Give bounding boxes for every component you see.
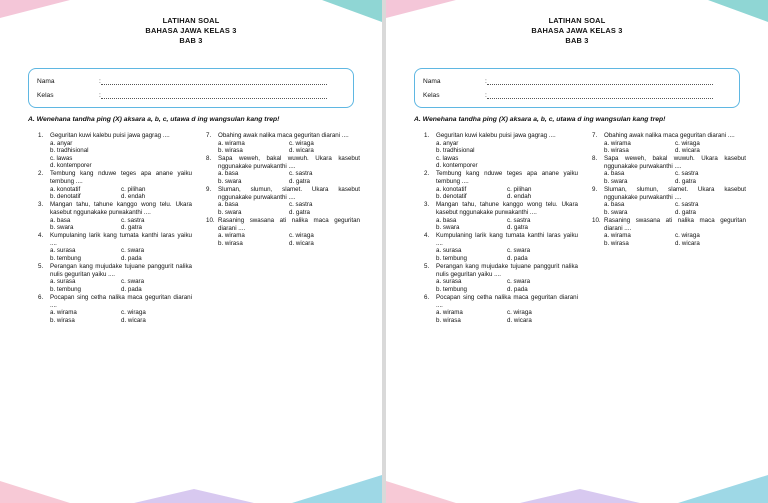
- identity-box: [414, 68, 740, 108]
- question-item: [206, 132, 360, 155]
- question-row: [38, 170, 192, 185]
- question-text: Tembung kang nduwe teges apa anane yaiku tembung ....: [436, 170, 578, 186]
- question-text: Mangan tahu, tahune kanggo wong telu. Ukara kasebut nggunakake purwakanthi ....: [436, 201, 578, 216]
- question-number: 7.: [592, 132, 598, 139]
- question-row: [38, 263, 192, 278]
- answer-option[interactable]: a. konotatif: [436, 185, 467, 193]
- answer-option[interactable]: a. anyar: [50, 139, 73, 147]
- answer-option[interactable]: b. swara: [604, 208, 628, 216]
- question-item: [38, 232, 192, 262]
- question-text: Geguritan kuwi kalebu puisi jawa gagrag ....: [436, 132, 556, 139]
- question-number: 8.: [206, 155, 212, 163]
- question-text: Mangan tahu, tahune kanggo wong telu. Ukara kasebut nggunakake purwakanthi ....: [50, 201, 192, 216]
- answer-option[interactable]: b. denotatif: [50, 193, 81, 201]
- answer-option[interactable]: b. swara: [218, 178, 242, 186]
- questions-col-2: [592, 132, 746, 325]
- answer-option[interactable]: c. swara: [121, 278, 145, 286]
- answer-options: [206, 170, 360, 185]
- question-row: [424, 201, 578, 216]
- answer-option[interactable]: b. denotatif: [436, 193, 467, 201]
- answer-option[interactable]: d. pada: [121, 285, 142, 293]
- answer-option[interactable]: c. swara: [121, 247, 145, 255]
- question-item: [424, 263, 578, 293]
- question-text: Perangan kang mujudake tujuane panggurit nalika nulis geguritan yaiku ....: [436, 263, 578, 278]
- answer-option[interactable]: d. wicara: [289, 239, 314, 247]
- question-row: [424, 170, 578, 185]
- answer-options: [592, 201, 746, 216]
- question-text: Rasaning swasana ati nalika maca geguritan diarani ....: [218, 217, 360, 232]
- answer-options: [592, 232, 746, 247]
- answer-option[interactable]: a. anyar: [436, 139, 459, 147]
- question-item: [592, 186, 746, 216]
- answer-option[interactable]: b. wirasa: [436, 316, 461, 324]
- answer-option[interactable]: c. sastra: [675, 170, 699, 178]
- answer-options: [424, 186, 578, 201]
- question-row: [206, 155, 360, 170]
- answer-option[interactable]: a. basa: [50, 216, 71, 224]
- question-text: Sapa weweh, bakal wuwuh. Ukara kasebut nggunakake purwakanthi ....: [604, 155, 746, 170]
- answer-options: [206, 140, 360, 155]
- answer-option[interactable]: d. endah: [121, 193, 146, 201]
- answer-options: [206, 232, 360, 247]
- question-row: [38, 294, 192, 309]
- questions-columns: [424, 132, 746, 325]
- decor-corner: [708, 0, 768, 22]
- answer-option[interactable]: c. pilihan: [121, 185, 146, 193]
- decor-corner: [386, 0, 456, 18]
- title-line-3: BAB 3: [179, 36, 203, 45]
- name-row: [423, 74, 731, 88]
- instruction: A. Wenehana tandha ping (X) aksara a, b, c, utawa d ing wangsulan kang trep!: [28, 116, 280, 123]
- answer-option[interactable]: d. wicara: [507, 316, 532, 324]
- page-right: [386, 0, 768, 503]
- answer-option[interactable]: a. surasa: [436, 247, 462, 255]
- answer-option[interactable]: d. endah: [507, 193, 532, 201]
- question-item: [592, 132, 746, 155]
- decor-corner: [678, 475, 768, 503]
- answer-option[interactable]: d. gatra: [675, 178, 696, 186]
- decor-corner: [0, 0, 70, 18]
- answer-option[interactable]: d. pada: [507, 255, 528, 262]
- answer-option[interactable]: c. pilihan: [507, 185, 532, 193]
- answer-option[interactable]: c. sastra: [289, 170, 313, 178]
- answer-option[interactable]: a. basa: [218, 170, 239, 178]
- question-number: 4.: [38, 232, 44, 240]
- answer-option[interactable]: d. gatra: [289, 208, 310, 216]
- answer-option[interactable]: c. sastra: [507, 216, 531, 224]
- answer-option[interactable]: a. wirama: [218, 232, 245, 240]
- answer-option[interactable]: a. wirama: [604, 139, 631, 147]
- question-row: [424, 294, 578, 309]
- answer-option[interactable]: c. wiraga: [675, 139, 700, 147]
- answer-option[interactable]: d. pada: [507, 285, 528, 293]
- decor-corner: [134, 489, 254, 503]
- answer-option[interactable]: b. wirasa: [50, 316, 75, 324]
- colon: :: [99, 91, 101, 99]
- answer-option[interactable]: d. gatra: [507, 224, 528, 232]
- class-field[interactable]: [101, 92, 327, 99]
- page-left: [0, 0, 382, 503]
- answer-option[interactable]: c. wiraga: [289, 232, 314, 240]
- question-number: 9.: [592, 186, 598, 194]
- question-number: 9.: [206, 186, 212, 194]
- answer-options: [424, 217, 578, 232]
- title-line-3: BAB 3: [565, 36, 589, 45]
- question-number: 6.: [38, 293, 44, 301]
- questions-col-1: [38, 132, 192, 325]
- answer-option[interactable]: c. wiraga: [121, 309, 146, 317]
- question-number: 2.: [424, 170, 430, 178]
- answer-option[interactable]: b. tembung: [50, 255, 81, 262]
- answer-option[interactable]: b. swara: [218, 208, 242, 216]
- answer-option[interactable]: c. wiraga: [289, 139, 314, 147]
- question-text: Kumpulaning larik kang tumata kanthi laras yaiku ....: [50, 232, 192, 247]
- question-number: 1.: [38, 132, 44, 139]
- answer-option[interactable]: b. wirasa: [218, 147, 243, 155]
- decor-corner: [0, 481, 70, 503]
- question-text: Sluman, slumun, slamet. Ukara kasebut nggunakake purwakanthi ....: [604, 186, 746, 201]
- question-item: [206, 155, 360, 185]
- class-row: [423, 88, 731, 102]
- question-item: [38, 132, 192, 170]
- answer-option[interactable]: a. surasa: [50, 247, 76, 255]
- question-number: 3.: [38, 201, 44, 209]
- answer-option[interactable]: c. swara: [507, 247, 531, 255]
- answer-option[interactable]: b. tradhisional: [436, 147, 475, 155]
- question-text: Geguritan kuwi kalebu puisi jawa gagrag ....: [50, 132, 170, 139]
- question-row: [38, 232, 192, 247]
- question-row: [592, 186, 746, 201]
- question-item: [206, 186, 360, 216]
- answer-options: [592, 140, 746, 155]
- answer-option[interactable]: b. wirasa: [604, 147, 629, 155]
- answer-option[interactable]: b. wirasa: [604, 239, 629, 247]
- questions-col-2: [206, 132, 360, 325]
- answer-option[interactable]: a. basa: [604, 201, 625, 209]
- question-number: 7.: [206, 132, 212, 139]
- answer-option[interactable]: a. wirama: [604, 232, 631, 240]
- title-line-1: LATIHAN SOAL: [162, 16, 220, 25]
- question-number: 10.: [206, 217, 215, 225]
- answer-option[interactable]: d. wicara: [675, 239, 700, 247]
- questions-col-1: [424, 132, 578, 325]
- title-line-1: LATIHAN SOAL: [548, 16, 606, 25]
- question-number: 2.: [38, 170, 44, 178]
- decor-corner: [292, 475, 382, 503]
- question-row: [206, 217, 360, 232]
- class-field[interactable]: [487, 92, 713, 99]
- question-item: [424, 170, 578, 200]
- question-text: Sluman, slumun, slamet. Ukara kasebut nggunakake purwakanthi ....: [218, 186, 360, 201]
- answer-option[interactable]: a. surasa: [436, 278, 462, 286]
- answer-options: [424, 278, 578, 293]
- question-number: 4.: [424, 232, 430, 240]
- answer-option[interactable]: d. pada: [121, 255, 142, 262]
- question-item: [592, 217, 746, 247]
- instruction: A. Wenehana tandha ping (X) aksara a, b, c, utawa d ing wangsulan kang trep!: [414, 116, 666, 123]
- question-number: 5.: [424, 263, 430, 271]
- answer-option[interactable]: d. wicara: [675, 147, 700, 155]
- answer-options: [424, 140, 578, 170]
- answer-option[interactable]: a. basa: [218, 201, 239, 209]
- name-field[interactable]: [487, 78, 713, 85]
- question-item: [424, 132, 578, 170]
- question-row: [592, 217, 746, 232]
- question-item: [592, 155, 746, 185]
- answer-options: [592, 170, 746, 185]
- question-number: 3.: [424, 201, 430, 209]
- answer-option[interactable]: d. gatra: [289, 178, 310, 186]
- questions-columns: [38, 132, 360, 325]
- answer-option[interactable]: a. surasa: [50, 278, 76, 286]
- question-row: [38, 201, 192, 216]
- question-row: [592, 132, 746, 140]
- question-text: Obahing awak nalika maca geguritan diarani ....: [218, 132, 349, 139]
- question-item: [424, 201, 578, 231]
- colon: :: [485, 91, 487, 99]
- answer-option[interactable]: d. kontemporer: [436, 162, 478, 170]
- answer-option[interactable]: c. wiraga: [675, 232, 700, 240]
- question-item: [424, 294, 578, 324]
- answer-option[interactable]: c. sastra: [121, 216, 145, 224]
- answer-option[interactable]: c. sastra: [675, 201, 699, 209]
- answer-option[interactable]: c. lawas: [436, 154, 459, 162]
- question-number: 8.: [592, 155, 598, 163]
- answer-option[interactable]: b. swara: [436, 224, 460, 232]
- colon: :: [99, 77, 101, 85]
- question-number: 6.: [424, 293, 430, 301]
- colon: :: [485, 77, 487, 85]
- decor-corner: [386, 481, 456, 503]
- question-number: 1.: [424, 132, 430, 139]
- answer-option[interactable]: a. wirama: [50, 309, 77, 317]
- answer-option[interactable]: b. tradhisional: [50, 147, 89, 155]
- name-label: Nama: [423, 77, 441, 85]
- answer-option[interactable]: c. wiraga: [507, 309, 532, 317]
- question-text: Obahing awak nalika maca geguritan diarani ....: [604, 132, 735, 139]
- name-field[interactable]: [101, 78, 327, 85]
- answer-option[interactable]: a. basa: [604, 170, 625, 178]
- answer-option[interactable]: a. wirama: [436, 309, 463, 317]
- title-line-2: BAHASA JAWA KELAS 3: [531, 26, 623, 35]
- answer-option[interactable]: c. sastra: [289, 201, 313, 209]
- answer-option[interactable]: a. basa: [436, 216, 457, 224]
- answer-option[interactable]: a. konotatif: [50, 185, 81, 193]
- question-text: Sapa weweh, bakal wuwuh. Ukara kasebut nggunakake purwakanthi ....: [218, 155, 360, 170]
- answer-option[interactable]: d. kontemporer: [50, 162, 92, 170]
- question-text: Kumpulaning larik kang tumata kanthi laras yaiku ....: [436, 232, 578, 247]
- answer-options: [38, 309, 192, 324]
- question-item: [206, 217, 360, 247]
- question-row: [424, 263, 578, 278]
- title-line-2: BAHASA JAWA KELAS 3: [145, 26, 237, 35]
- question-row: [424, 132, 578, 140]
- answer-option[interactable]: b. swara: [50, 224, 74, 232]
- answer-options: [38, 217, 192, 232]
- answer-options: [424, 247, 578, 262]
- question-number: 5.: [38, 263, 44, 271]
- name-row: [37, 74, 345, 88]
- class-label: Kelas: [423, 91, 440, 99]
- answer-options: [38, 186, 192, 201]
- answer-option[interactable]: a. wirama: [218, 139, 245, 147]
- answer-option[interactable]: c. swara: [507, 278, 531, 286]
- answer-option[interactable]: d. wicara: [121, 316, 146, 324]
- question-number: 10.: [592, 217, 601, 225]
- answer-option[interactable]: d. gatra: [675, 208, 696, 216]
- class-row: [37, 88, 345, 102]
- answer-options: [38, 140, 192, 170]
- class-label: Kelas: [37, 91, 54, 99]
- answer-option[interactable]: b. tembung: [436, 285, 467, 293]
- decor-corner: [520, 489, 640, 503]
- identity-box: [28, 68, 354, 108]
- answer-option[interactable]: b. tembung: [436, 255, 467, 262]
- answer-options: [424, 309, 578, 324]
- question-item: [38, 263, 192, 293]
- answer-option[interactable]: b. wirasa: [218, 239, 243, 247]
- question-item: [38, 294, 192, 324]
- answer-option[interactable]: b. tembung: [50, 285, 81, 293]
- question-row: [424, 232, 578, 247]
- answer-options: [206, 201, 360, 216]
- question-row: [38, 132, 192, 140]
- question-text: Pocapan sing cetha nalika maca geguritan diarani ....: [50, 293, 192, 309]
- answer-option[interactable]: d. gatra: [121, 224, 142, 232]
- question-row: [206, 132, 360, 140]
- question-row: [592, 155, 746, 170]
- question-text: Rasaning swasana ati nalika maca geguritan diarani ....: [604, 217, 746, 232]
- answer-options: [38, 278, 192, 293]
- question-text: Pocapan sing cetha nalika maca geguritan diarani ....: [436, 293, 578, 309]
- answer-option[interactable]: c. lawas: [50, 154, 73, 162]
- answer-option[interactable]: b. swara: [604, 178, 628, 186]
- answer-options: [38, 247, 192, 262]
- decor-corner: [322, 0, 382, 22]
- question-item: [38, 201, 192, 231]
- question-item: [424, 232, 578, 262]
- name-label: Nama: [37, 77, 55, 85]
- question-text: Tembung kang nduwe teges apa anane yaiku tembung ....: [50, 170, 192, 186]
- question-text: Perangan kang mujudake tujuane panggurit nalika nulis geguritan yaiku ....: [50, 263, 192, 278]
- question-item: [38, 170, 192, 200]
- question-row: [206, 186, 360, 201]
- answer-option[interactable]: d. wicara: [289, 147, 314, 155]
